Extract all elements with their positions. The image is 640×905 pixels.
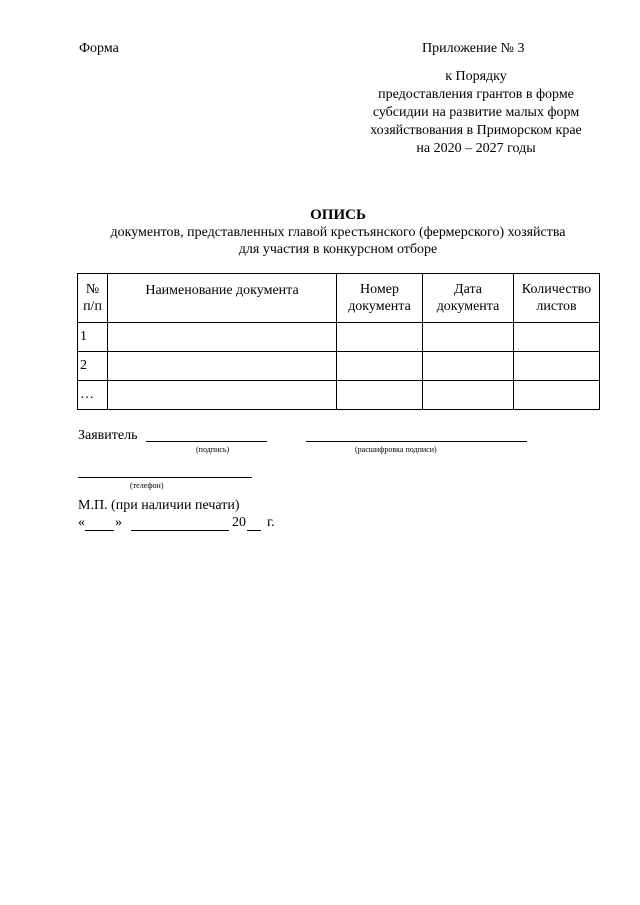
row-number: … [78,381,108,410]
cell-document-date[interactable] [423,352,514,381]
header-document-number [337,274,423,323]
cell-document-name[interactable] [108,352,337,381]
cell-document-number[interactable] [337,323,423,352]
header-number-line2: п/п [83,299,102,314]
date-open-quote: « [78,515,85,530]
header-document-date-line1: Дата [454,282,482,297]
appendix-title: Приложение № 3 [422,41,525,56]
row-number: 2 [78,352,108,381]
header-number-line1: № [85,282,100,297]
header-document-date-line2: документа [436,299,500,314]
table-row [78,352,600,381]
table-header-row [78,274,600,323]
date-suffix: г. [267,515,275,530]
cell-document-date[interactable] [423,381,514,410]
cell-sheet-count[interactable] [514,323,600,352]
header-sheet-count-line1: Количество [521,282,592,297]
signature-caption: (подпись) [196,445,230,454]
cell-sheet-count[interactable] [514,381,600,410]
appendix-line: на 2020 – 2027 годы [416,141,536,156]
header-document-number-line2: документа [348,299,411,314]
cell-document-date[interactable] [423,323,514,352]
header-document-date [423,274,514,323]
header-number [78,274,108,323]
cell-document-name[interactable] [108,323,337,352]
table-row [78,381,600,410]
phone-caption: (телефон) [130,481,164,490]
cell-sheet-count[interactable] [514,352,600,381]
date-year-prefix: 20 [232,515,246,530]
documents-table [77,273,600,410]
cell-document-number[interactable] [337,352,423,381]
row-number: 1 [78,323,108,352]
phone-line[interactable] [78,477,252,478]
document-subtitle-line1: документов, представленных главой крестьянского (фермерского) хозяйства [110,225,566,240]
header-sheet-count [514,274,600,323]
date-month-line[interactable] [131,530,229,531]
signature-decoding-line[interactable] [306,441,527,442]
signature-decoding-caption: (расшифровка подписи) [355,445,437,454]
form-label: Форма [79,41,119,56]
table-row [78,323,600,352]
appendix-line: предоставления грантов в форме [378,87,574,102]
cell-document-name[interactable] [108,381,337,410]
stamp-label: М.П. (при наличии печати) [78,498,240,513]
header-sheet-count-line2: листов [536,299,577,314]
date-day-line[interactable] [85,530,114,531]
appendix-line: хозяйствования в Приморском крае [370,123,582,138]
header-document-name: Наименование документа [108,274,337,323]
cell-document-number[interactable] [337,381,423,410]
signature-line[interactable] [146,441,267,442]
date-close-quote: » [115,515,122,530]
applicant-label: Заявитель [78,428,138,443]
appendix-lines [340,68,612,158]
header-document-number-line1: Номер [360,282,399,297]
document-title: ОПИСЬ [310,207,366,223]
document-subtitle-line2: для участия в конкурсном отборе [238,242,438,257]
appendix-line: к Порядку [445,69,507,84]
appendix-line: субсидии на развитие малых форм [372,105,580,120]
date-year-line[interactable] [247,530,261,531]
